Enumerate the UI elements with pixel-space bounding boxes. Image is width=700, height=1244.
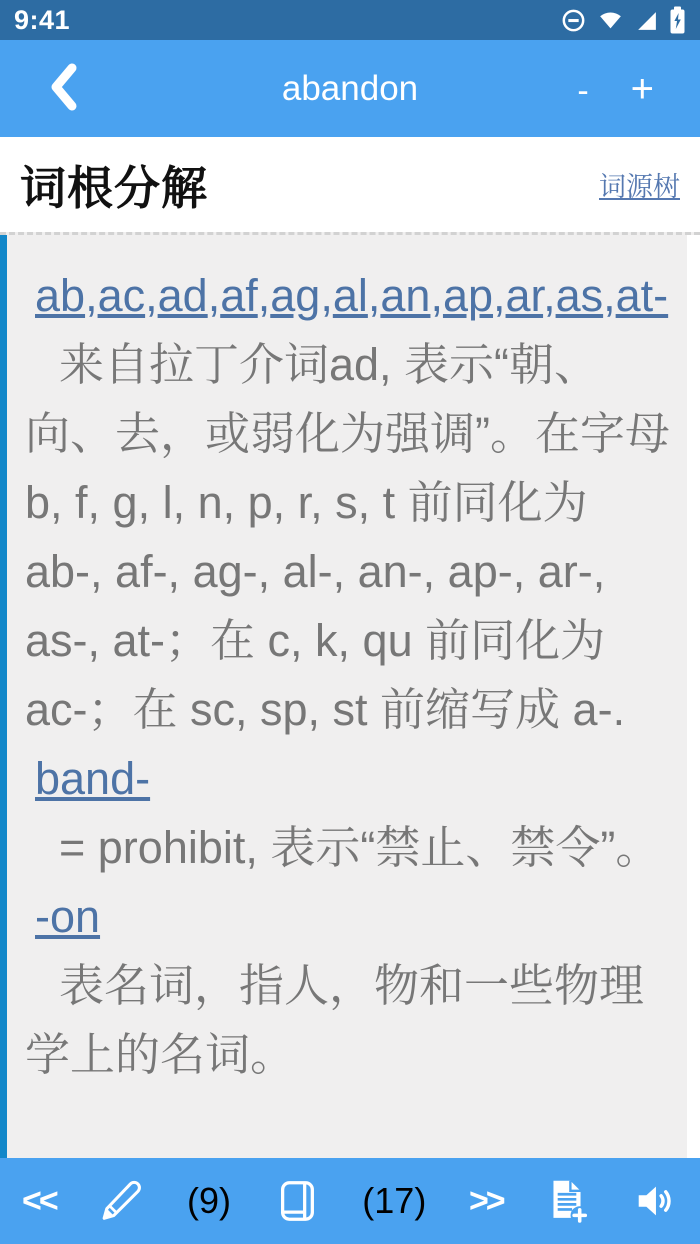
next-button[interactable]: >> — [468, 1181, 503, 1220]
wifi-icon — [597, 7, 624, 34]
root-link-ac[interactable]: ac — [97, 270, 146, 321]
status-time: 9:41 — [14, 4, 71, 35]
root-link-ap[interactable]: ap — [442, 270, 494, 321]
status-bar — [0, 0, 700, 40]
root-link-al[interactable]: al — [332, 270, 368, 321]
pencil-icon — [98, 1178, 144, 1224]
section-title: 词根分解 — [20, 161, 208, 214]
app-header — [0, 40, 700, 137]
cellular-signal-icon — [634, 8, 659, 33]
chevron-left-icon — [46, 61, 82, 116]
bottom-toolbar — [0, 1158, 700, 1244]
note-add-icon — [545, 1177, 589, 1225]
prev-button[interactable]: << — [22, 1181, 56, 1220]
edit-count: (9) — [187, 1180, 231, 1221]
status-icons — [560, 5, 686, 35]
scrollbar-track[interactable] — [687, 235, 700, 1158]
accent-bar — [0, 235, 7, 1158]
speaker-icon — [632, 1178, 678, 1224]
root-link-ad[interactable]: ad — [157, 270, 208, 321]
root-link-ab[interactable]: ab — [35, 270, 86, 321]
root-link-ar[interactable]: ar — [505, 270, 544, 321]
book-icon — [274, 1178, 320, 1224]
root-link-as[interactable]: as — [555, 270, 604, 321]
edit-button[interactable] — [98, 1178, 144, 1224]
root-link-band[interactable]: band- — [35, 753, 151, 804]
add-note-button[interactable] — [545, 1177, 589, 1225]
root-link-ag[interactable]: ag — [270, 270, 321, 321]
battery-icon — [669, 5, 686, 35]
root-link-at[interactable]: at- — [615, 270, 669, 321]
paragraph-band: = prohibit, 表示“禁止、禁令”。 — [59, 822, 661, 873]
root-link-af[interactable]: af — [220, 270, 258, 321]
band-link-line — [25, 744, 672, 813]
back-button[interactable] — [46, 61, 82, 116]
page-title: abandon — [281, 68, 419, 108]
pages-button[interactable] — [274, 1178, 320, 1224]
on-link-line — [25, 882, 672, 951]
root-link-on[interactable]: -on — [35, 891, 101, 942]
roots-links: ab,ac,ad,af,ag,al,an,ap,ar,as,at- — [35, 270, 669, 321]
font-decrease-button[interactable]: - — [577, 71, 589, 110]
content-area — [0, 232, 700, 1158]
font-size-controls — [577, 66, 654, 111]
font-increase-button[interactable]: + — [630, 66, 654, 111]
speaker-button[interactable] — [632, 1178, 678, 1224]
definition-text — [0, 235, 700, 1089]
paragraph-on: 表名词，指人，物和一些物理学上的名词。 — [25, 960, 645, 1080]
section-header — [0, 137, 700, 232]
paragraph-ad: 来自拉丁介词ad, 表示“朝、向、去，或弱化为强调”。在字母 b, f, g, l, n, p, r, s, t 前同化为 ab-, af-, ag-, al-, an-, ap-, ar-, as-, at-；在 c, k, qu 前同化为 ac-；在 sc, sp, st 前缩写成 a-. — [25, 339, 670, 735]
pages-count: (17) — [362, 1180, 427, 1221]
do-not-disturb-icon — [560, 7, 587, 34]
etymology-tree-link[interactable]: 词源树 — [599, 172, 680, 202]
root-link-an[interactable]: an — [380, 270, 431, 321]
